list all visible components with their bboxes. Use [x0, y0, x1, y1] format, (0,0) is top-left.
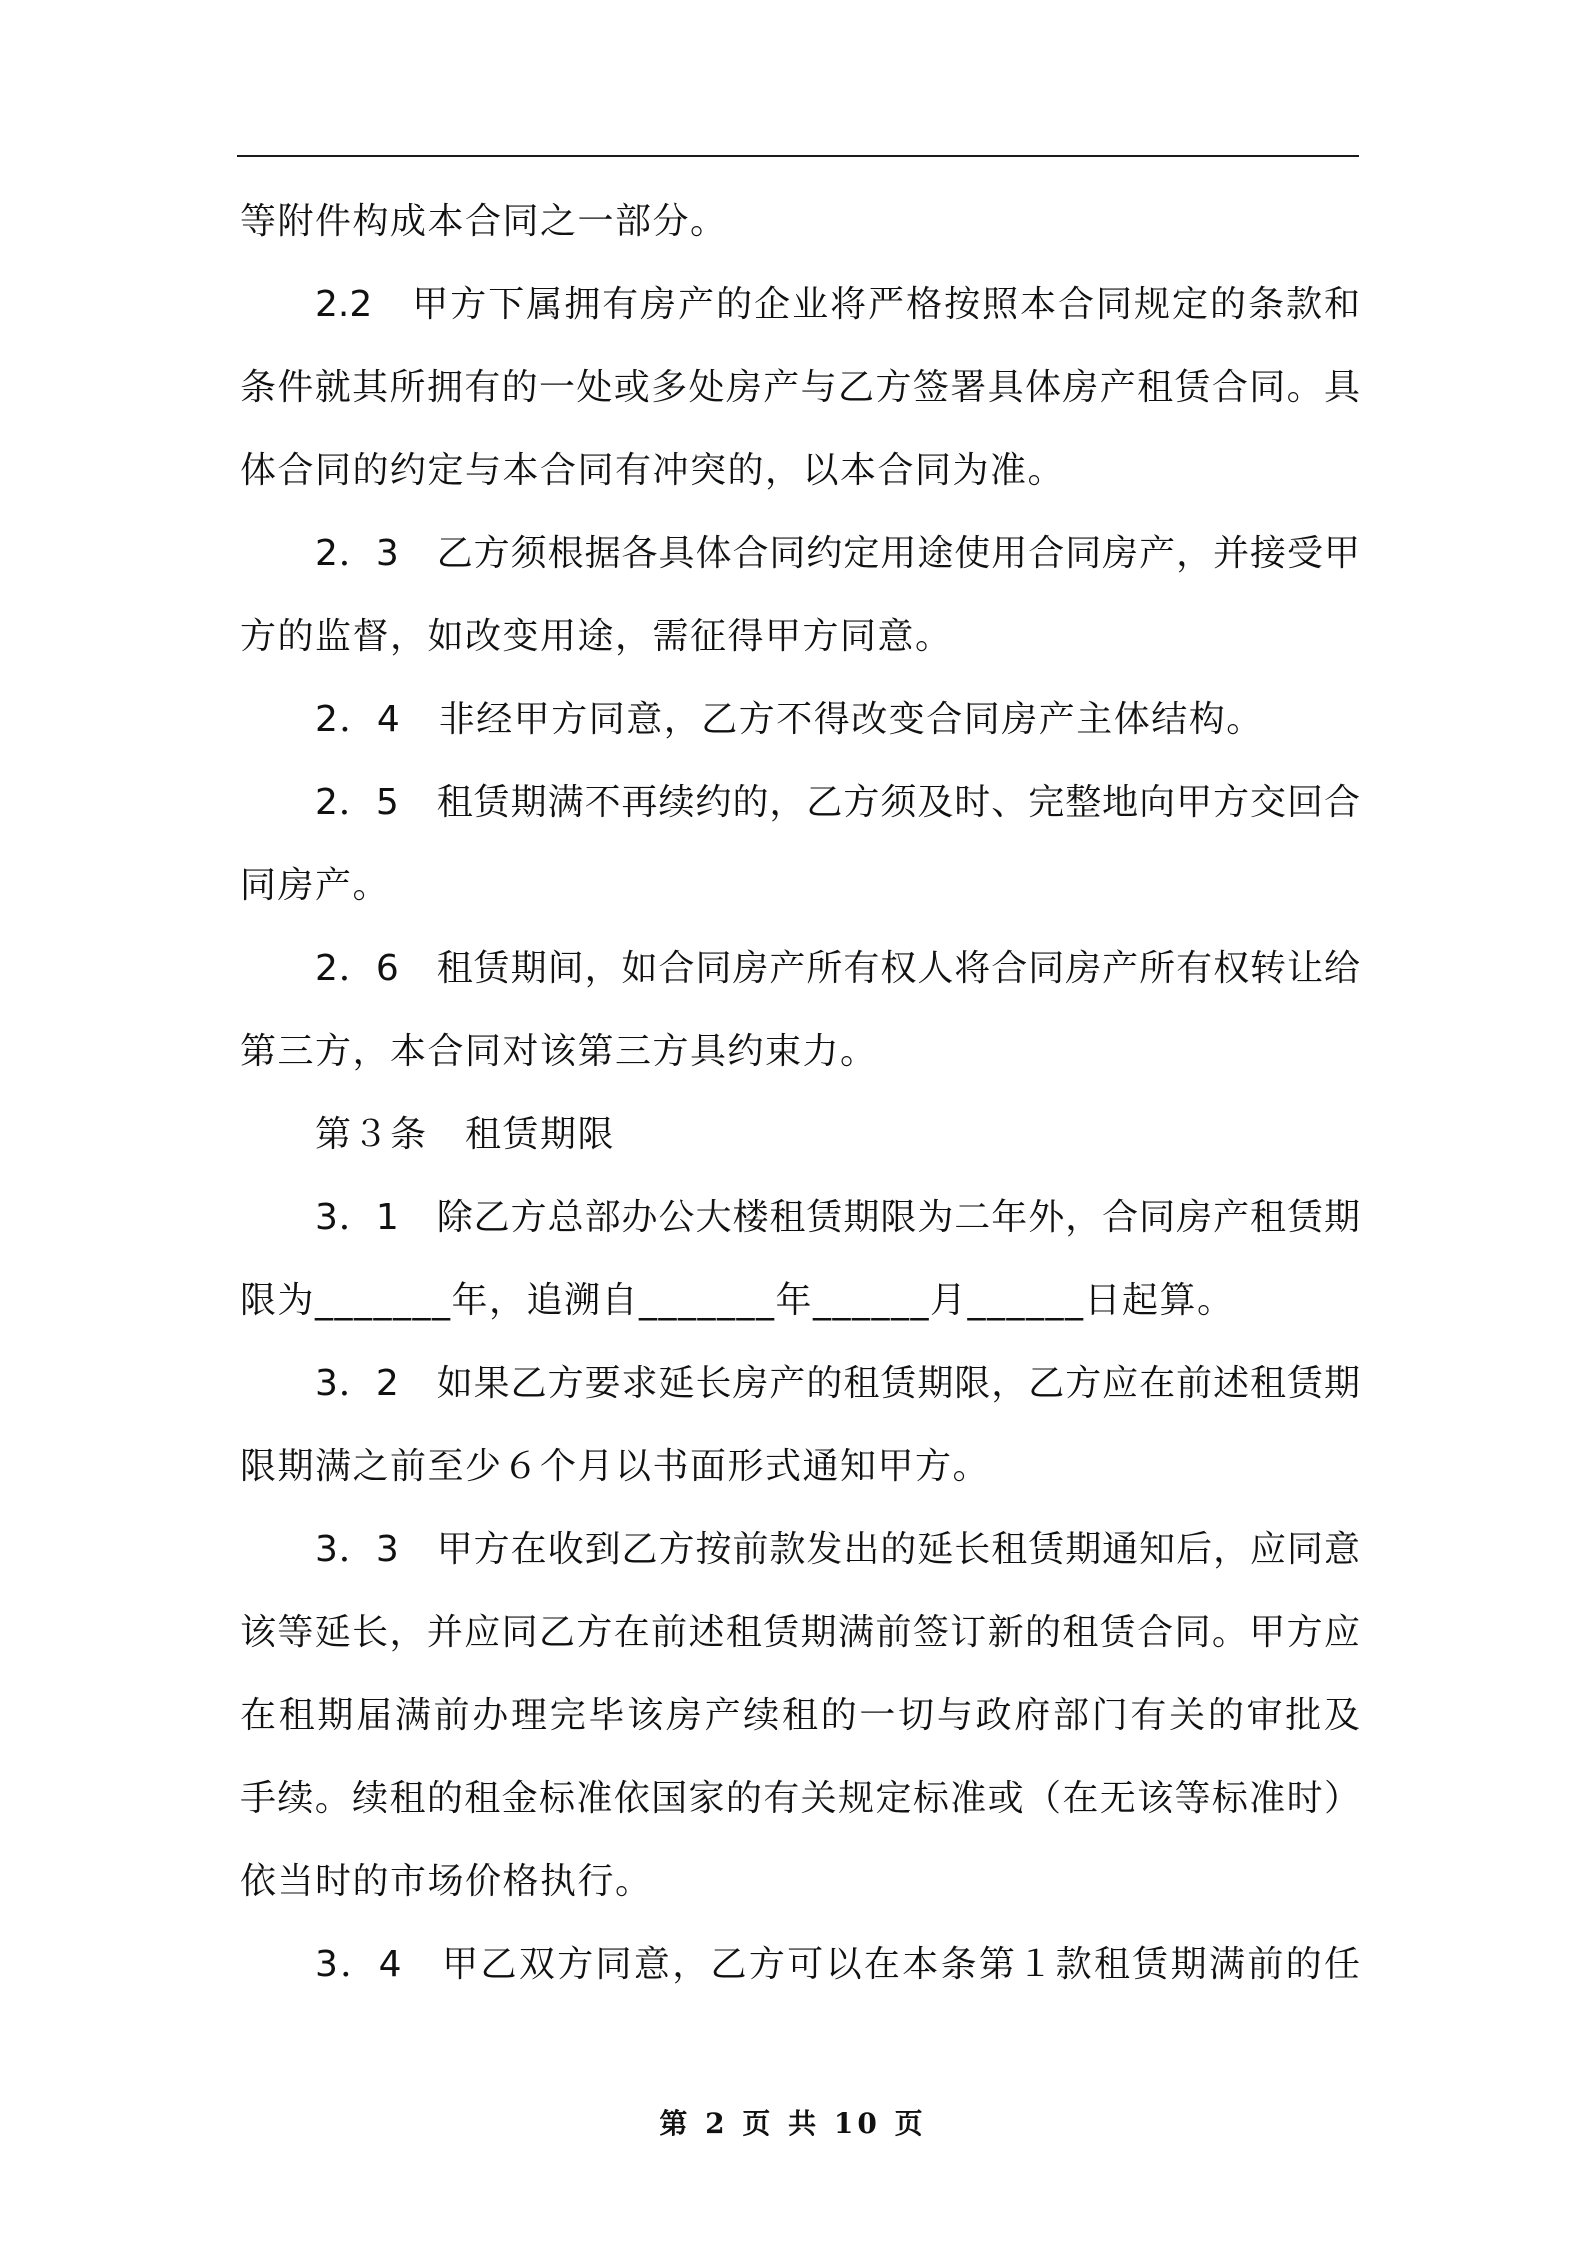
- clause-2-5-line: 2．5 租赁期满不再续约的，乙方须及时、完整地向甲方交回合: [315, 782, 1360, 823]
- clause-3-2-line: 3．2 如果乙方要求延长房产的租赁期限，乙方应在前述租赁期: [315, 1363, 1360, 1404]
- page-number: 第 2 页 共 10 页: [659, 2107, 927, 2140]
- lease-term-blank-line: 限为_______年，追溯自_______年______月______日起算。: [240, 1280, 1235, 1321]
- text-line: 依当时的市场价格执行。: [240, 1861, 653, 1902]
- text-line: 限期满之前至少６个月以书面形式通知甲方。: [240, 1446, 991, 1487]
- clause-2-6-line: 2．6 租赁期间，如合同房产所有权人将合同房产所有权转让给: [315, 948, 1360, 989]
- clause-3-4-line: 3．4 甲乙双方同意，乙方可以在本条第１款租赁期满前的任: [315, 1944, 1360, 1985]
- text-line: 在租期届满前办理完毕该房产续租的一切与政府部门有关的审批及: [240, 1695, 1360, 1736]
- header-rule: [237, 155, 1359, 157]
- text-line: 等附件构成本合同之一部分。: [240, 201, 728, 242]
- clause-2-2-line: 2.2 甲方下属拥有房产的企业将严格按照本合同规定的条款和: [315, 284, 1360, 325]
- article-3-heading: 第３条 租赁期限: [315, 1114, 616, 1155]
- clause-2-4-line: 2．4 非经甲方同意，乙方不得改变合同房产主体结构。: [315, 699, 1264, 740]
- text-line: 手续。续租的租金标准依国家的有关规定标准或（在无该等标准时）: [240, 1778, 1360, 1819]
- text-line: 该等延长，并应同乙方在前述租赁期满前签订新的租赁合同。甲方应: [240, 1612, 1360, 1653]
- text-line: 第三方，本合同对该第三方具约束力。: [240, 1031, 878, 1072]
- text-line: 方的监督，如改变用途，需征得甲方同意。: [240, 616, 953, 657]
- clause-3-1-line: 3．1 除乙方总部办公大楼租赁期限为二年外，合同房产租赁期: [315, 1197, 1360, 1238]
- text-line: 条件就其所拥有的一处或多处房产与乙方签署具体房产租赁合同。具: [240, 367, 1360, 408]
- text-line: 同房产。: [240, 865, 391, 906]
- text-line: 体合同的约定与本合同有冲突的，以本合同为准。: [240, 450, 1066, 491]
- clause-2-3-line: 2．3 乙方须根据各具体合同约定用途使用合同房产，并接受甲: [315, 533, 1360, 574]
- clause-3-3-line: 3．3 甲方在收到乙方按前款发出的延长租赁期通知后，应同意: [315, 1529, 1360, 1570]
